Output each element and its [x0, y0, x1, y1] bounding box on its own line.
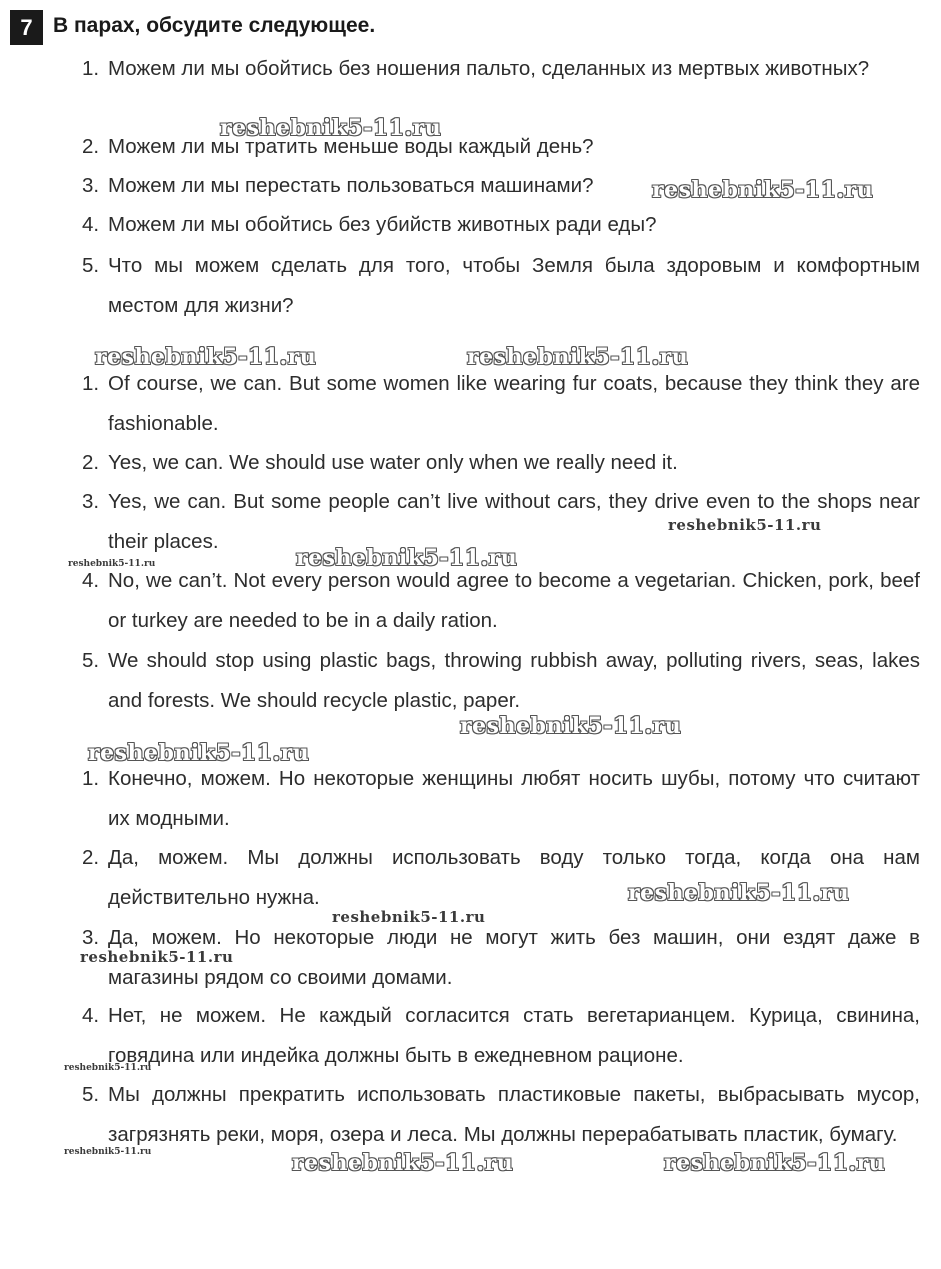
item-text: Конечно, можем. Но некоторые женщины любят носить шубы, потому что считают их модными. — [108, 767, 920, 830]
answer-en-item — [82, 364, 920, 443]
watermark: reshebnik5-11.ru — [292, 1150, 514, 1176]
item-number: 2. — [82, 846, 100, 869]
item-text: Можем ли мы обойтись без ношения пальто, сделанных из мертвых животных? — [108, 57, 870, 80]
item-number: 4. — [82, 1004, 100, 1027]
answer-ru-item — [82, 759, 920, 838]
item-number: 5. — [82, 649, 100, 672]
item-number: 1. — [82, 767, 100, 790]
question-item — [82, 246, 920, 325]
watermark: reshebnik5-11.ru — [460, 713, 682, 739]
item-text: Да, можем. Но некоторые люди не могут жить без машин, они ездят даже в магазины рядом со своими домами. — [108, 926, 920, 989]
watermark: reshebnik5-11.ru — [88, 740, 310, 766]
question-item — [82, 49, 920, 89]
watermark: reshebnik5-11.ru — [68, 559, 156, 569]
watermark: reshebnik5-11.ru — [95, 344, 317, 370]
watermark: reshebnik5-11.ru — [467, 344, 689, 370]
item-number: 1. — [82, 57, 100, 80]
answer-ru-item — [82, 996, 920, 1075]
item-number: 5. — [82, 1083, 100, 1106]
item-number: 1. — [82, 372, 100, 395]
item-number: 3. — [82, 926, 100, 949]
item-number: 5. — [82, 254, 100, 277]
item-number: 3. — [82, 490, 100, 513]
item-text: Yes, we can. But some people can’t live without cars, they drive even to the shops near their places. — [108, 490, 920, 553]
exercise-number-badge: 7 — [10, 10, 43, 45]
answer-en-item — [82, 443, 920, 483]
item-text: Yes, we can. We should use water only when we really need it. — [108, 451, 678, 474]
item-text: Мы должны прекратить использовать пластиковые пакеты, выбрасывать мусор, загрязнять реки, моря, озера и леса. Мы должны перерабатывать пластик, бумагу. — [108, 1083, 920, 1146]
item-number: 3. — [82, 174, 100, 197]
answer-ru-item — [82, 1075, 920, 1154]
item-text: Что мы можем сделать для того, чтобы Земля была здоровым и комфортным местом для жизни? — [108, 254, 920, 317]
watermark: reshebnik5-11.ru — [628, 880, 850, 906]
question-item — [82, 127, 920, 167]
item-text: We should stop using plastic bags, throwing rubbish away, polluting rivers, seas, lakes and forests. We should recycle plastic, paper. — [108, 649, 920, 712]
item-number: 4. — [82, 569, 100, 592]
item-number: 4. — [82, 213, 100, 236]
watermark: reshebnik5-11.ru — [80, 948, 234, 966]
item-text: No, we can’t. Not every person would agree to become a vegetarian. Chicken, pork, beef or turkey are needed to be in a daily ration. — [108, 569, 920, 632]
item-number: 2. — [82, 135, 100, 158]
watermark: reshebnik5-11.ru — [652, 177, 874, 203]
question-item — [82, 205, 920, 245]
watermark: reshebnik5-11.ru — [296, 545, 518, 571]
item-text: Можем ли мы перестать пользоваться машинами? — [108, 174, 594, 197]
watermark: reshebnik5-11.ru — [64, 1147, 152, 1157]
item-text: Да, можем. Мы должны использовать воду только тогда, когда она нам действительно нужна. — [108, 846, 920, 909]
item-text: Of course, we can. But some women like wearing fur coats, because they think they are fashionable. — [108, 372, 920, 435]
answer-en-item — [82, 561, 920, 640]
answer-en-item — [82, 641, 920, 720]
watermark: reshebnik5-11.ru — [668, 516, 822, 534]
watermark: reshebnik5-11.ru — [332, 908, 486, 926]
item-text: Нет, не можем. Не каждый согласится стать вегетарианцем. Курица, свинина, говядина или индейка должны быть в ежедневном рационе. — [108, 1004, 920, 1067]
item-text: Можем ли мы тратить меньше воды каждый день? — [108, 135, 594, 158]
item-number: 2. — [82, 451, 100, 474]
item-text: Можем ли мы обойтись без убийств животных ради еды? — [108, 213, 657, 236]
watermark: reshebnik5-11.ru — [64, 1063, 152, 1073]
exercise-title: В парах, обсудите следующее. — [53, 14, 376, 37]
watermark: reshebnik5-11.ru — [220, 115, 442, 141]
watermark: reshebnik5-11.ru — [664, 1150, 886, 1176]
